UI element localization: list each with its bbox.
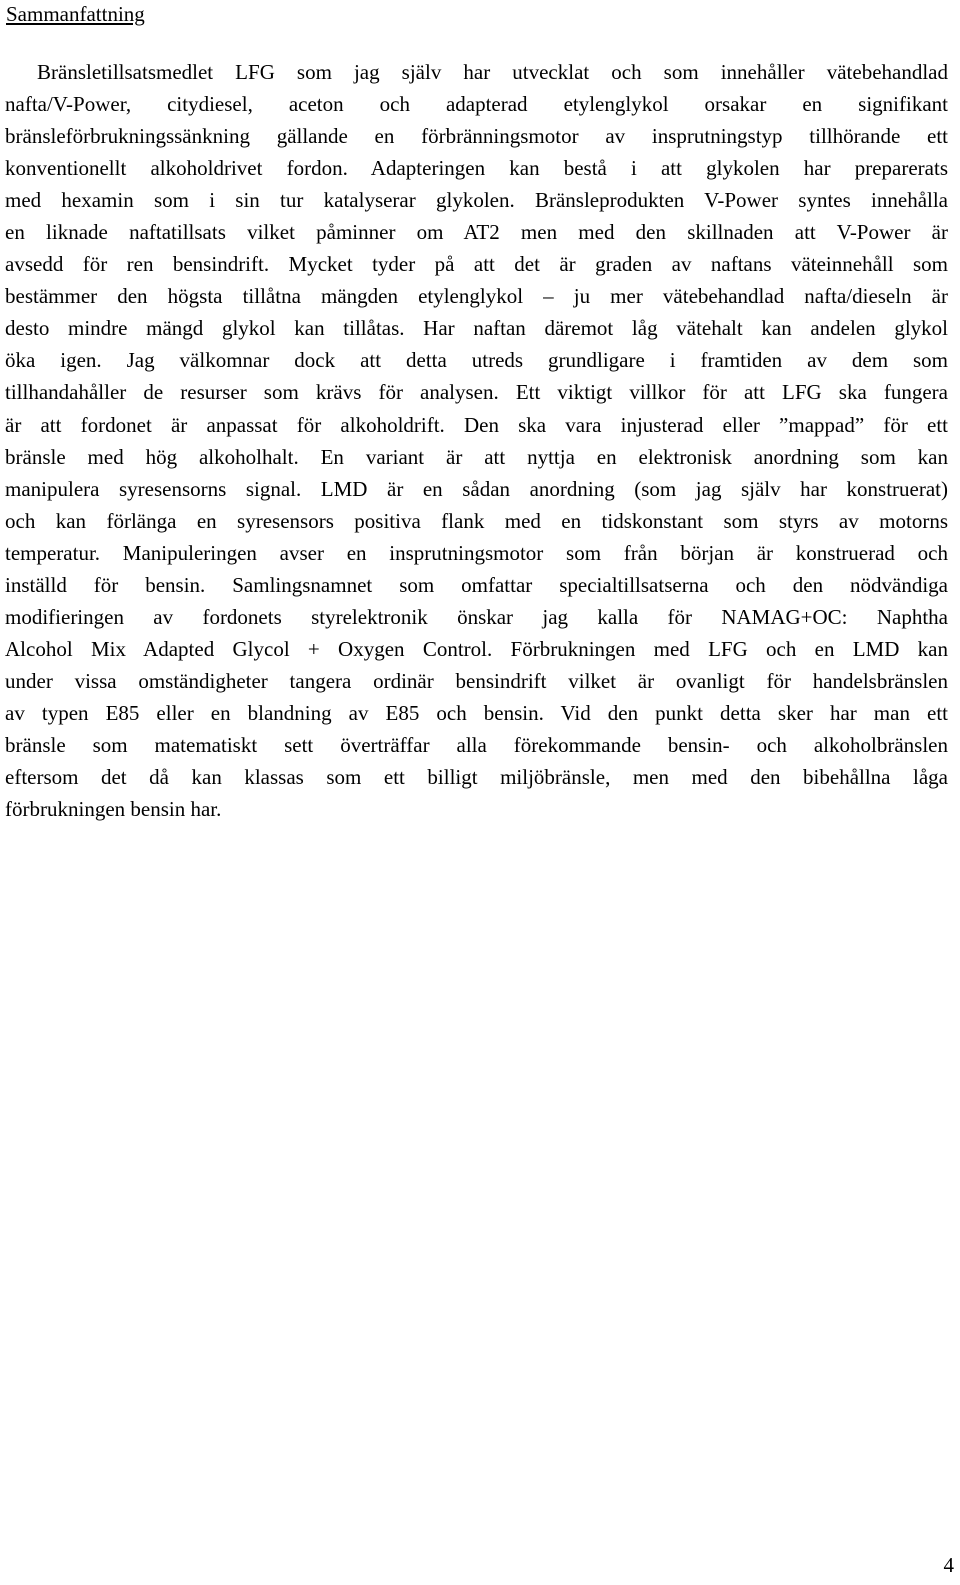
summary-line: Alcohol Mix Adapted Glycol + Oxygen Control. Förbrukningen med LFG och en LMD kan <box>5 636 948 661</box>
summary-line: avsedd för ren bensindrift. Mycket tyder på att det är graden av naftans väteinnehåll som <box>5 252 948 277</box>
summary-line: bränsleförbrukningssänkning gällande en förbränningsmotor av insprutningstyp tillhörande ett <box>5 124 948 149</box>
summary-line: bränsle som matematiskt sett överträffar alla förekommande bensin- och alkoholbränslen <box>5 732 948 757</box>
summary-line: en liknade naftatillsats vilket påminner om AT2 men med den skillnaden att V-Power är <box>5 220 948 245</box>
summary-line: temperatur. Manipuleringen avser en insprutningsmotor som från början är konstruerad och <box>5 540 948 565</box>
page-number: 4 <box>943 1553 954 1577</box>
summary-line: öka igen. Jag välkomnar dock att detta utreds grundligare i framtiden av dem som <box>5 348 948 373</box>
summary-line: eftersom det då kan klassas som ett billigt miljöbränsle, men med den bibehållna låga <box>5 765 948 790</box>
summary-line: bränsle med hög alkoholhalt. En variant är att nyttja en elektronisk anordning som kan <box>5 444 948 469</box>
summary-line: nafta/V-Power, citydiesel, aceton och adapterad etylenglykol orsakar en signifikant <box>5 92 948 117</box>
summary-line: modifieringen av fordonets styrelektronik önskar jag kalla för NAMAG+OC: Naphtha <box>5 604 948 629</box>
summary-line: tillhandahåller de resurser som krävs för analysen. Ett viktigt villkor för att LFG ska fungera <box>5 380 948 405</box>
summary-line: konventionellt alkoholdrivet fordon. Adapteringen kan bestå i att glykolen har preparerats <box>5 156 948 181</box>
summary-line: och kan förlänga en syresensors positiva flank med en tidskonstant som styrs av motorns <box>5 508 948 533</box>
summary-line: under vissa omständigheter tangera ordinär bensindrift vilket är ovanligt för handelsbränslen <box>5 668 948 693</box>
summary-line: manipulera syresensorns signal. LMD är en sådan anordning (som jag själv har konstruerat) <box>5 476 948 501</box>
summary-line: förbrukningen bensin har. <box>5 797 222 822</box>
summary-line: bestämmer den högsta tillåtna mängden etylenglykol – ju mer vätebehandlad nafta/dieseln är <box>5 284 948 309</box>
summary-line: av typen E85 eller en blandning av E85 och bensin. Vid den punkt detta sker har man ett <box>5 700 948 725</box>
page-heading: Sammanfattning <box>6 2 145 26</box>
summary-line: med hexamin som i sin tur katalyserar glykolen. Bränsleprodukten V-Power syntes innehålla <box>5 188 948 213</box>
summary-line: Bränsletillsatsmedlet LFG som jag själv har utvecklat och som innehåller vätebehandlad <box>37 60 948 84</box>
summary-paragraph <box>5 56 948 825</box>
summary-line: inställd för bensin. Samlingsnamnet som omfattar specialtillsatserna och den nödvändiga <box>5 572 948 597</box>
summary-line: är att fordonet är anpassat för alkoholdrift. Den ska vara injusterad eller ”mappad” för ett <box>5 412 948 437</box>
summary-line: desto mindre mängd glykol kan tillåtas. Har naftan däremot låg vätehalt kan andelen glykol <box>5 316 948 341</box>
